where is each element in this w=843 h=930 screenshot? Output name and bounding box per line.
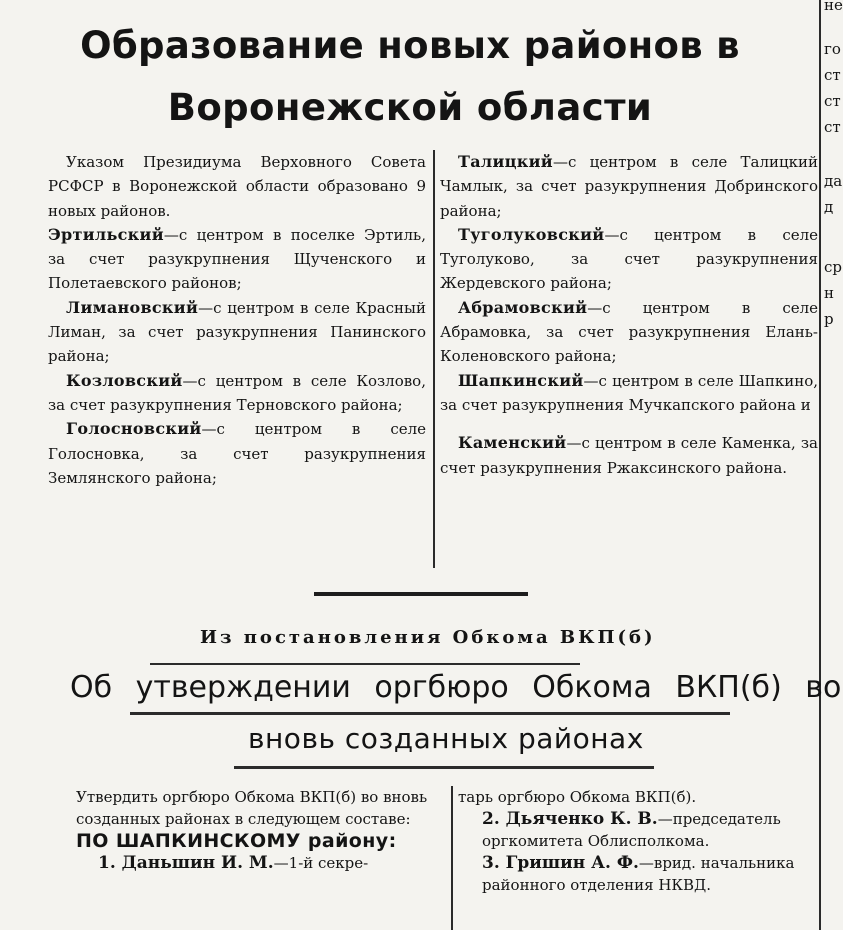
district-name: Эртильский bbox=[48, 224, 164, 244]
member-name: 3. Гришин А. Ф. bbox=[482, 853, 639, 873]
district-text: —с центром в селе Абрамовка, за счет разукрупнения Елань-Коленовского района; bbox=[440, 298, 818, 366]
district-text: —с центром в селе Козлово, за счет разукрупнения Терновского района; bbox=[48, 371, 426, 414]
fragment-line: го bbox=[824, 40, 841, 58]
district-name: Голосновский bbox=[66, 419, 202, 439]
district-name: Шапкинский bbox=[458, 370, 584, 390]
member-entry bbox=[76, 852, 446, 874]
underline-rule bbox=[130, 712, 730, 715]
fragment-line: ст bbox=[824, 92, 841, 110]
fragment-line: д bbox=[824, 198, 834, 216]
fragment-line: ср bbox=[824, 258, 843, 276]
fragment-line: ст bbox=[824, 66, 841, 84]
district-name: Абрамовский bbox=[458, 297, 588, 317]
district-name: Козловский bbox=[66, 370, 183, 390]
decree-right-column bbox=[440, 150, 818, 480]
member-entry bbox=[458, 852, 824, 896]
resolution-subtitle: Из постановления Обкома ВКП(б) bbox=[200, 627, 656, 648]
district-name: Лимановский bbox=[66, 297, 199, 317]
district-entry bbox=[48, 223, 426, 296]
member-continuation: тарь оргбюро Обкома ВКП(б). bbox=[458, 788, 697, 806]
decree-intro: Указом Президиума Верховного Совета РСФСР в Воронежской области образовано 9 новых районов. bbox=[48, 153, 426, 220]
district-name: Каменский bbox=[458, 433, 567, 453]
district-entry bbox=[48, 417, 426, 490]
adjacent-article-fragment bbox=[824, 254, 843, 332]
district-text: —с центром в селе Талицкий Чамлык, за счет разукрупнения Добринского района; bbox=[440, 153, 818, 220]
district-name: Туголуковский bbox=[458, 224, 605, 244]
member-role: —председатель оргкомитета Облисполкома. bbox=[482, 810, 781, 850]
underline-rule bbox=[150, 663, 580, 665]
district-entry bbox=[48, 296, 426, 369]
fragment-line: р bbox=[824, 310, 834, 328]
headline-line-1: Образование новых районов в bbox=[80, 24, 740, 67]
district-entry bbox=[48, 369, 426, 418]
decree-left-column bbox=[48, 150, 426, 490]
resolution-title-line-1: Об утверждении оргбюро Обкома ВКП(б) во bbox=[70, 670, 842, 705]
fragment-line: не bbox=[824, 0, 843, 14]
headline-line-2: Воронежской области bbox=[167, 86, 653, 129]
district-entry bbox=[440, 369, 818, 418]
member-role: —1-й секре- bbox=[273, 854, 369, 872]
district-text: —с центром в селе Туголуково, за счет разукрупнения Жердевского района; bbox=[440, 225, 818, 293]
district-entry bbox=[440, 223, 818, 296]
adjacent-article-fragment bbox=[824, 36, 839, 140]
resolution-left-column bbox=[76, 786, 446, 874]
district-text: —с центром в селе Каменка, за счет разукрупнения Ржаксинского района. bbox=[440, 434, 818, 477]
member-name: 1. Даньшин И. М. bbox=[98, 853, 274, 873]
column-divider bbox=[433, 150, 435, 568]
member-role: —врид. начальника районного отделения НКВД. bbox=[482, 854, 795, 894]
district-text: —с центром в селе Голосновка, за счет разукрупнения Землянского района; bbox=[48, 420, 426, 487]
district-text: —с центром в селе Красный Лиман, за счет разукрупнения Панинского района; bbox=[48, 298, 426, 366]
underline-rule bbox=[234, 766, 654, 769]
adjacent-article-fragment bbox=[824, 0, 843, 18]
adjacent-article-fragment bbox=[824, 168, 843, 220]
district-text: —с центром в поселке Эртиль, за счет разукрупнения Щученского и Полетаевского районов; bbox=[48, 225, 426, 293]
resolution-right-column bbox=[458, 786, 824, 896]
district-section-heading: ПО ШАПКИНСКОМУ району: bbox=[76, 830, 397, 852]
resolution-title-line-2: вновь созданных районах bbox=[248, 722, 644, 755]
district-entry bbox=[440, 431, 818, 480]
member-name: 2. Дьяченко К. В. bbox=[482, 809, 658, 829]
column-divider bbox=[451, 786, 453, 930]
section-separator bbox=[314, 592, 528, 596]
district-entry bbox=[440, 150, 818, 223]
district-text: —с центром в селе Шапкино, за счет разукрупнения Мучкапского района и bbox=[440, 371, 818, 414]
district-name: Талицкий bbox=[458, 152, 553, 171]
resolution-intro: Утвердить оргбюро Обкома ВКП(б) во вновь созданных районах в следующем составе: bbox=[76, 788, 428, 828]
fragment-line: ст bbox=[824, 118, 841, 136]
fragment-line: да bbox=[824, 172, 843, 190]
member-entry bbox=[458, 808, 824, 852]
district-entry bbox=[440, 296, 818, 369]
fragment-line: н bbox=[824, 284, 834, 302]
